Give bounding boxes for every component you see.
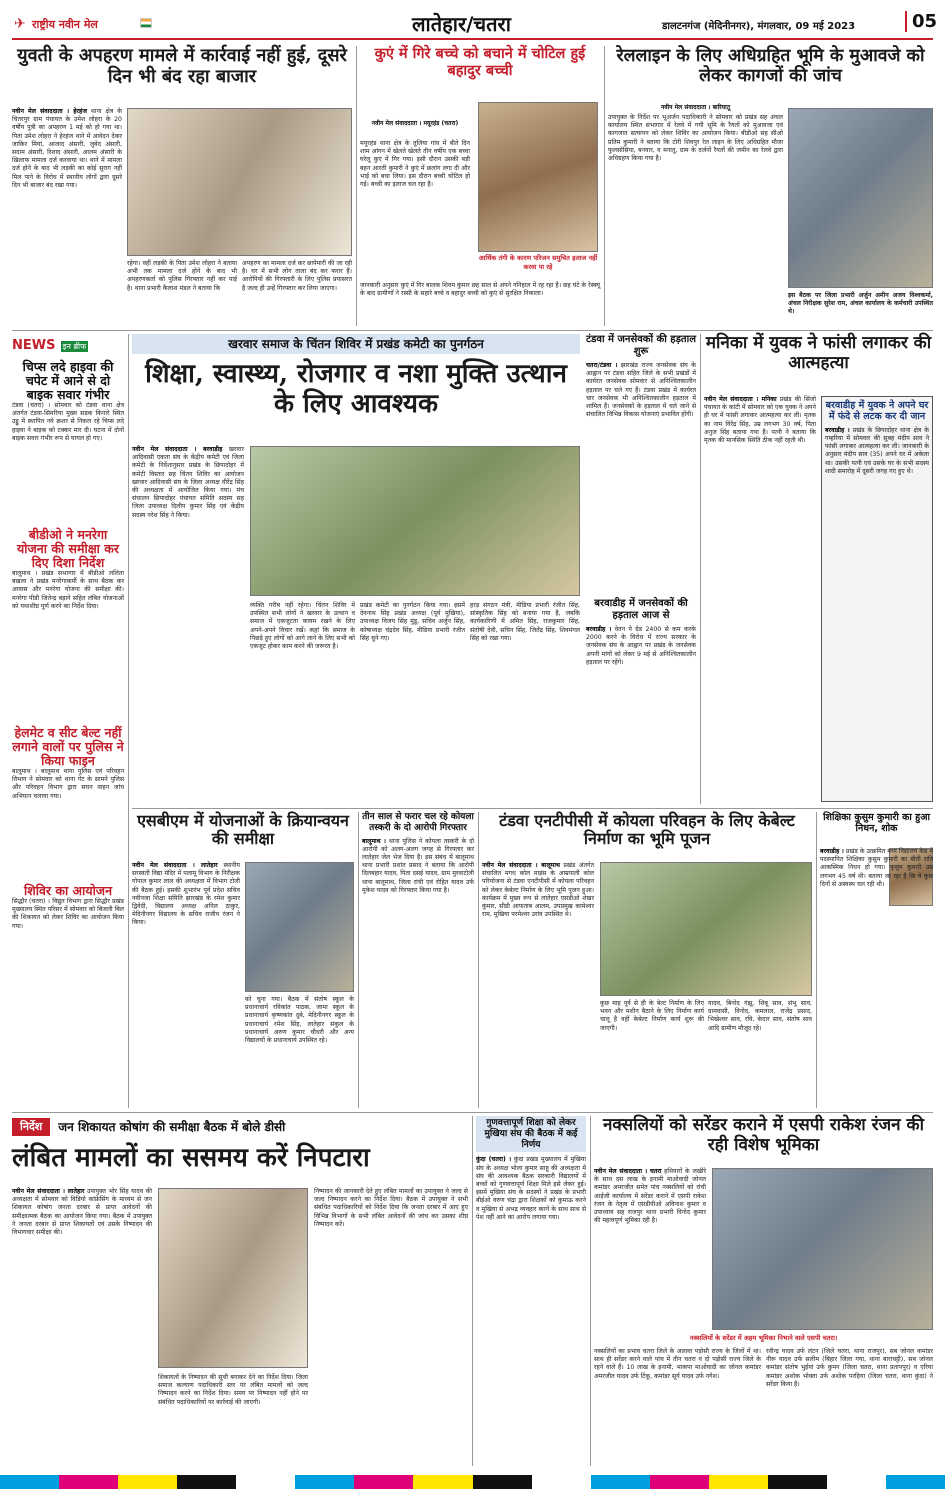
sp-photo — [712, 1168, 933, 1330]
brief-headline: शिविर का आयोजन — [23, 883, 113, 898]
byline: नवीन मेल संवाददाता । मनिका — [704, 396, 777, 403]
story-text: मयूरहंड थाना क्षेत्र के तुलिया गांव में बीते दिन शाम आंगन में खेलते खेलते तीन वर्षीय एक बच्चा घरेलू कुएं में गिर गया। इसी दौरान उसकी बड़ी बहन आरती कुमारी ने कुएं में छलांग लगा दी और भाई को बचा लिया। इस दौरान बच्ची चोटिल हो गई। बच्ची का इलाज चल रहा है। — [360, 140, 470, 189]
story-body — [704, 396, 816, 802]
story-text: खरवार आदिवासी एकता संघ के केंद्रीय कमेटी एवं जिला कमेटी के निर्देशानुसार प्रखंड के छिपादोहर में कमेटी विस्तार सह चिंतन शिविर का आयोजन खरवार आदिवासी संघ के जिला अध्यक्ष वीरेंद्र सिंह की अध्यक्षता में आयोजित किया गया। मंच संचालन छिपादोहर पंचायत समिति सदस्य सह जिला उपाध्यक्ष दिलीप कुमार सिंह एवं केंद्रीय सदस्य नरेश सिंह ने किया। — [132, 446, 244, 519]
story-text: स्थानीय सरस्वती विद्या मंदिर में पलामू विभाग के निरीक्षक गोपाल कुमार लाल की अध्यक्षता में विभाग टोली की बैठक हुई। इसकी शुभारंभ पूर्व प्रदेश सचिव नवीनजा शिक्षा समिति झारखंड के रमेश कुमार द्विवेदी, विद्यालय अध्यक्ष अनिल ठाकुर, मेदिनीनगर विद्यालय के सचिव राजीव रंजन ने किया। — [132, 862, 240, 927]
tag: निर्देश — [12, 1118, 50, 1135]
box-text: प्रखंड के छिपादोहर थाना क्षेत्र के गम्हरिया में सोमवार की सुबह मंदीप साव ने फांसी लगाकर आत्महत्या कर ली। जानकारी के अनुसार मंदीप साव (35) अपने घर में अकेला था। उसकी पत्नी एवं उसके घर के सभी सदस्य शादी समारोह में दूसरी जगह गए हुए थे। — [825, 426, 929, 475]
brief-item — [12, 360, 124, 522]
story-text: उपायुक्त भोर सिंह यादव की अध्यक्षता में सोमवार को विडियो कांफ्रेंसिंग के माध्यम से जन शिकायत कोषांग जनता दरबार से प्राप्त आवेदनों की समीक्षात्मक बैठक का आयोजन किया गया। बैठक में उपायुक्त ने जनता दरबार से प्राप्त शिकायतों एवं उसके निष्पादन की विभागवार समीक्षा की। — [12, 1188, 152, 1237]
byline: नवीन मेल संवाददाता । मयूरहंड (चतरा) — [371, 120, 459, 127]
story-body — [12, 108, 122, 323]
story-body — [594, 1168, 706, 1346]
byline: नवीन मेल संवाददाता । लातेहार — [12, 1188, 85, 1195]
byline: नवीन मेल संवाददाता । हेरहंज — [12, 108, 87, 115]
headline: टंडवा में जनसेवकों की हड़ताल शुरू — [586, 334, 697, 357]
byline: चतरा/टंडवा । — [586, 362, 618, 369]
meeting-photo — [788, 108, 933, 288]
story-text-2: यादव, बिनोद गंझू, शिबू साव, संभू साव, ग्रामवासी, विनोद, कमलाल, राजेंद्र प्रसाद, भिखेश्वर साव, रवि, केदार साव, संतोष साव आदि ग्रामीण मौजूद रहे। — [708, 1000, 812, 1032]
story-text-3: रवीन्द्र यादव उर्फ लंटन (जिले चतरा, थाना राजपुर), सब जोनल कमांडर नीरू यादव उर्फ सलीम (बिहार जिला गया, थाना बाराचट्टी), सब जोनल कमांडर संतोष भुईयां उर्फ कुमन (जिला चतरा, थाना प्रतापपुर) व एरिया कमांडर अशोक भोक्ता उर्फ अशोक परहिया (जिला चतरा, थाना कुंदा) ने सरेंडर किया है। — [766, 1348, 933, 1388]
story-railway-land — [608, 46, 933, 326]
byline: नवीन मेल संवाददाता । बालूमाथ — [482, 862, 560, 869]
photo-caption: कुछ माह पूर्व से ही के बेल्ट निर्माण के लिए भवन और मशीन बैठाने के लिए निर्माण कार्य चालू है वहीं केबेल्ट निर्माण कार्य शुरू की जाएगी। — [600, 1000, 704, 1032]
byline: नवीन मेल संवाददाता । बरवाडीह — [132, 446, 223, 453]
story-body — [12, 1188, 152, 1464]
kicker: जन शिकायत कोषांग की समीक्षा बैठक में बोले डीसी — [58, 1119, 286, 1134]
brief-headline: बीडीओ ने मनरेगा योजना की समीक्षा कर दिए दिशा निर्देश — [17, 527, 119, 570]
story-text-2: शिकायतों के निष्पादन की सूची बनाकर देने का निर्देश दिया। जिला समाज कल्याण पदाधिकारी स्तर पर लंबित मामलों को जल्द निष्पादन करने का निर्देश दिया। समय पर निष्पादन नहीं होने पर संबंधित पदाधिकारियों पर कार्रवाई की जाएगी। — [158, 1374, 308, 1406]
market-photo — [127, 108, 352, 256]
story-text-3: अपहरण का मामला दर्ज कर छापेमारी की जा रही है। घर में सभी लोग ताला बंद कर फरार हैं। आरोपियों की गिरफ्तारी के लिए पुलिस प्रयासरत है जल्द ही उन्हें गिरफ्तार कर लिया जाएगा। — [242, 260, 352, 292]
byline: नवीन मेल संवाददाता । बारियातू — [660, 104, 731, 111]
headline: शिक्षिका कुसुम कुमारी का हुआ निधन, शोक — [823, 812, 930, 835]
printer-color-bar — [0, 1475, 945, 1489]
kicker-bar — [12, 1116, 468, 1138]
story-kharwar-samaj — [132, 334, 580, 804]
paper-name: राष्ट्रीय नवीन मेल — [32, 18, 98, 31]
box-byline: बरवाडीह । — [825, 426, 850, 434]
page-number: 05 — [905, 11, 937, 32]
photo-caption: इस बैठक पर जिला प्रभारी अर्जुन अमीन अजय विश्वकर्मा, अंचल निरीक्षक सुरेश राम, अंचल कार्यालय के कर्मचारी उपस्थित थे। — [788, 292, 933, 316]
headline: लंबित मामलों का ससमय करें निपटारा — [12, 1143, 370, 1173]
byline: बरवाडीह । — [820, 848, 844, 855]
byline: बालूमाथ । — [362, 837, 387, 845]
kicker: खरवार समाज के चिंतन शिविर में प्रखंड कमेटी का पुनर्गठन — [132, 334, 580, 354]
story-text: प्रखंड की सिंजो पंचायत के कांटी में सोमवार को एक युवक ने अपने ही घर में फांसी लगाकर आत्महत्या कर ली। मृतक का नाम विरेंद्र सिंह, उम्र लगभग 30 वर्ष, पिता अनुज सिंह बताया गया है। पत्नी ने बताया कि मृतक की मानसिक स्थिति ठीक नहीं रहती थी। — [704, 396, 816, 445]
headline: तीन साल से फरार चल रहे कोयला तस्करी के दो आरोपी गिरफ्तार — [362, 812, 474, 833]
story-sbm-review — [132, 812, 354, 1108]
news-brief-column — [12, 334, 124, 1108]
box-headline: बरवाडीह में युवक ने अपने घर में फंदे से लटक कर दी जान — [825, 400, 929, 423]
byline: नवीन मेल संवाददाता । लातेहार — [132, 862, 218, 869]
story-body — [820, 848, 933, 1104]
dc-photo — [158, 1188, 308, 1368]
byline: कुंदा (चतरा) । — [476, 1156, 512, 1164]
story-text-3: प्रखंड कमेटी का पुनर्गठन किया गया। इसमें देवनाथ सिंह प्रखंड अध्यक्ष (पूर्व मुखिया), उपाध्यक्ष विजय सिंह मुंडू, सचिव अर्जुन सिंह, कोषाध्यक्ष चंद्रदेव सिंह, मीडिया प्रभारी रंजीत सिंह चुने गए। — [360, 602, 465, 642]
headline: युवती के अपहरण मामले में कार्रवाई नहीं हुई, दूसरे दिन भी बंद रहा बाजार — [17, 45, 347, 87]
story-body — [132, 862, 240, 1106]
brief-headline: चिप्स लदे हाइवा की चपेट में आने से दो बाइक सवार गंभीर — [22, 359, 114, 402]
headline: नक्सलियों को सरेंडर कराने में एसपी राकेश रंजन की रही विशेष भूमिका — [603, 1115, 924, 1155]
story-bazaar-bandh — [12, 46, 352, 326]
section-title: लातेहार/चतरा — [412, 12, 511, 36]
brief-headline: हेलमेट व सीट बेल्ट नहीं लगाने वालों पर पुलिस ने किया फाइन — [12, 725, 124, 768]
brief-item — [12, 884, 124, 988]
story-text-2: को चुना गया। बैठक में संतोष स्कूल के प्रधानाचार्य रविकांत पाठक, जामा स्कूल के प्रधानाचार्य कृष्णकांत दुबे, मेदिनीनगर स्कूल के प्रधानाचार्य रमेश सिंह, लातेहार संकुल के प्रधानाचार्य अरुण कुमार चौधरी और अन्य विद्यालयों के प्रधानाचार्य उपस्थित रहे। — [245, 996, 354, 1045]
story-tandwa-strike — [586, 334, 696, 804]
headline: रेललाइन के लिए अधिग्रहित भूमि के मुआवजे को लेकर कागजों की जांच — [616, 46, 925, 87]
group-photo — [250, 446, 580, 596]
girl-photo — [478, 102, 598, 252]
headline: मनिका में युवक ने फांसी लगाकर की आत्महत्या — [705, 333, 932, 373]
story-body — [476, 1156, 586, 1456]
barwadih-box — [821, 396, 933, 802]
story-text: थाना क्षेत्र के चितरपुर ग्राम पंचायत के उमेश लोहरा के 20 वर्षीय पुत्री का अपहरण 1 मई को हो गया था। पिता उमेश लोहरा ने हेरहंज थाने में आवेदन देकर जाकिर मियां, आजाद अंसारी, जुबेद अंसारी, सदाम अंसारी, रिशाद अंसारी, आलम अंसारी के खिलाफ मामला दर्ज करवाया था। थाने में मामला दर्ज होने के बाद भी लड़की का कोई सुराग नहीं मिल पाने के विरोध में स्थानीय लोगों द्वारा दूसरे दिन भी बाजार बंद रखा गया। — [12, 108, 122, 189]
story-text: उपायुक्त के निर्देश पर भूअर्जन पदाधिकारी ने सोमवार को प्रखंड सह अंचल कार्यालय स्थित सभागार में रेलवे में गयी भूमि के रैयतों को मुआवजा एवं कागजात सत्यापन को लेकर शिविर का आयोजन किया। बीडीओ सह सीओ प्रतिम कुमारी ने बताया कि टोरी शिवपुर रेल लाइन के लिए अधिग्रहित मौजा फुलसोसिया, बनवार, व मनातू, ग्राम के दर्जनों रैयतों की जमीन का रेलवे द्वारा अधिग्रहण किया गया है। — [608, 114, 783, 163]
story-text-2: जानकारी अनुसार कुएं में गिर बालक शिवम कुमार छह साल से अपने ननिहाल में रह रहा है। छह घंटे के रेस्क्यू के बाद ग्रामीणों ने रस्सी के सहारे बच्चे व बहादुर बच्ची को कुएं से सुरक्षित निकाला। — [360, 282, 600, 298]
story-text-2: रहेगा। वहीं लड़की के पिता उमेश लोहरा ने बताया अभी तक मामला दर्ज होने के बाद भी अपहरणकर्ता को पुलिस गिरफ्तार नहीं कर पाई है। थाना प्रभारी कैलाश मंडल ने बताया कि — [127, 260, 237, 292]
story-text: झारखंड राज्य जनसेवक संघ के आह्वान पर टंडवा सहित जिले के सभी प्रखंडों में कार्यरत जनसेवक सोमवार से अनिश्चितकालीन हड़ताल पर चले गए हैं। टंडवा प्रखंड में कार्यरत चार जनसेवक भी अनिश्चितकालीन हड़ताल में शामिल हैं। जनसेवकों के हड़ताल में चले जाने से संचालित विभिन्न विकास योजनाएं प्रभावित होंगी। — [586, 362, 696, 419]
story-manika — [704, 334, 933, 804]
story-body — [362, 838, 474, 1088]
brief-text: बालूमाथ । प्रखंड सभागार में बीडीओ ललिता बखला ने प्रखंड मनरेगाकर्मी के साथ बैठक कर आवास और मनरेगा योजना की समीक्षा की। मनरेगा पीडी जितेन्द्र बड़ाने सहित लंबित योजनाओं को यथाशीघ्र पूर्ण करने का निर्देश दिया। — [12, 570, 124, 610]
headline-2: बरवाडीह में जनसेवकों की हड़ताल आज से — [594, 598, 688, 621]
story-mukhiya-meeting — [476, 1116, 586, 1466]
headline: कुएं में गिरे बच्चे को बचाने में चोटिल हुई बहादुर बच्ची — [374, 45, 586, 79]
story-coal-arrest — [362, 812, 474, 1108]
story-text: प्रखंड के उत्क्रमित मध्य विद्यालय केड में पदस्थापित शिक्षिका कुसुम कुमारी का बीती रात्रि आकस्मिक निधन हो गया। कुसुम कुमारी उम्र लगभग 45 वर्ष थी। बताया जा रहा है कि वे कुछ दिनों से अस्वस्थ चल रही थी। — [820, 848, 933, 888]
story-body — [586, 362, 696, 594]
headline: गुणवत्तापूर्ण शिक्षा को लेकर मुखिया संघ की बैठक में कई निर्णय — [476, 1116, 586, 1152]
story-text-3: निष्पादन की जानकारी देते हुए लंबित मामलों का उपायुक्त ने जल्द से जल्द निष्पादन करने का निर्देश दिया। बैठक में उपायुक्त ने सभी संबंधित पदाधिकारियों को निर्देश दिया कि जनता दरबार में आए हुए विभिन्न विभागों के सभी लंबित आवेदनों की जांच कर उसका शीघ्र निष्पादन करें। — [314, 1188, 468, 1228]
byline-2: बरवाडीह । — [586, 626, 612, 633]
dateline: डालटनगंज (मेदिनीनगर), मंगलवार, 09 मई 2023 — [662, 21, 856, 32]
story-brave-girl — [360, 46, 600, 326]
story-body — [132, 446, 244, 802]
brief-text: टंडवा (चतरा) । सोमवार को टंडवा थाना क्षेत्र अंतर्गत टंडवा-सिमरिया मुख्य सड़क किनारे स्थित उड्डु में स्थापित नये क्रशर से निकल रहे चिप्स लदे हाइवा ने बाइक को टक्कर मार दी। घटना में दोनों बाइक सवार गंभीर रूप से घायल हो गए। — [12, 402, 124, 442]
bird-logo-icon: ✈ — [14, 16, 26, 32]
story-body-2 — [586, 626, 696, 776]
story-body — [482, 862, 594, 1106]
story-teacher-death — [820, 812, 933, 1108]
byline: नवीन मेल संवाददाता । चतरा — [594, 1168, 662, 1175]
story-text-2: व्यक्ति गरीब नहीं रहेगा। चिंतन शिविर में उपस्थित सभी लोगों ने खरवार के उत्थान व समाज में एकजुटता कायम रखने के लिए अपने-अपने विचार रखें। कहां कि समाज के पिछड़े हुए लोगों को आगे लाने के लिए सभी को एकजुट होकर काम करने की जरूरत है। — [250, 602, 355, 651]
meeting-photo — [245, 862, 354, 992]
story-text: हथियारों के जखीरे के साथ दस लाख के इनामी माओवादी जोनल कमांडर अमरजीत समेत पांच नक्सलियों को रांची आईजी कार्यालय में सरेंडर कराने में एसपी राकेश रंजन के नेतृत्व में एसडीपीओ अविनाश कुमार व उपाध्याय सह राजपुर थाना प्रभारी विनोद कुमार की महत्वपूर्ण भूमिका रही है। — [594, 1168, 707, 1225]
story-naxal-surrender — [594, 1116, 933, 1466]
bhoomi-pujan-photo — [600, 862, 812, 996]
headline: शिक्षा, स्वास्थ्य, रोजगार व नशा मुक्ति उत्थान के लिए आवश्यक — [145, 359, 567, 420]
photo-caption: आर्थिक तंगी के कारण परिजन समुचित इलाज नहीं करवा पा रहे — [478, 254, 598, 271]
story-text-4: हरड़ संगठन मंत्री, मीडिया प्रभारी रंजीत सिंह, सांस्कृतिक सिंह को बनाया गया है, जबकि कार्यकारिणी में अमित सिंह, राजकुमार सिंह, संतोषी देवी, सचिन सिंह, जितेंद्र सिंह, शिवमंगल सिंह को रखा गया। — [470, 602, 580, 642]
headline: टंडवा एनटीपीसी में कोयला परिवहन के लिए केबेल्ट निर्माण का भूमि पूजन — [499, 811, 795, 849]
story-text-2: वेतन पे ग्रेड 2400 से कम करके 2000 करने के विरोध में राज्य सरकार के जनसेवक संघ के आह्वान पर प्रखंड के जनसेवक अपनी मांगों को लेकर 9 मई से अनिश्चितकालीन हड़ताल पर रहेंगे। — [586, 626, 697, 666]
story-dc-review — [12, 1116, 468, 1466]
box-body — [825, 427, 929, 476]
brief-text: सिद्धौर (चतरा) । विद्युत विभाग द्वारा सिद्धौर प्रखंड मुख्यालय स्थित परिसर में सोमवार को बिजली बिल की शिकायत को लेकर शिविर का आयोजन किया गया। — [12, 898, 124, 930]
brief-text: बालूमाथ । बालूमाथ थाना पुलिस एवं परिवहन विभाग ने सोमवार को थाना गेट के सामने पुलिस और परिवहन विभाग द्वारा सघन वाहन जांच अभियान चलाया गया। — [12, 768, 124, 800]
story-text-2: नक्सलियों का प्रभाव चतरा जिले के अलावा पड़ोसी राज्य के जिलों में था। साथ ही सरेंडर करने वाले पांच में तीन चतरा व दो पड़ोसी राज्य जिले के रहने वाले हैं। 10 लाख के इनामी, भाकपा माओवादी का जोनल कमांडर अमरजीत यादव उर्फ टिंकू, कमांडर सूर्य यादव उर्फ नगेश। — [594, 1348, 761, 1380]
brief-item — [12, 528, 124, 720]
masthead — [12, 8, 938, 40]
photo-caption: नक्सलियों के सरेंडर में अहम भूमिका निभाने वाले एसपी चतरा। — [689, 1334, 838, 1342]
story-text: प्रखंड अंतर्गत संचालित मगध कोल माइंस के आम्रपाली कोल परियोजना से टंडवा एनटीपीसी में कोयला परिवहन को लेकर केबेल्ट निर्माण के लिए भूमि पूजन हुआ। कार्यक्रम में मुख्य रूप से लातेहार एसडीओ शेखर कुमार, सीडी आफताब आलम, उपप्रमुख कामेश्वर राम, मुखिया परमेश्वर उरांव उपस्थित थे। — [482, 862, 595, 919]
brief-item — [12, 726, 124, 878]
flag-icon — [140, 18, 152, 28]
news-brief-label: NEWS इन ब्रीफ — [12, 338, 87, 353]
story-ntpc-conveyor — [482, 812, 812, 1108]
headline: एसबीएम में योजनाओं के क्रियान्वयन की समीक्षा — [137, 811, 349, 849]
story-text: कुंदा प्रखंड मुख्यालय में मुखिया संघ के अध्यक्ष भोला कुमार साहू की अध्यक्षता में संघ की आवश्यक बैठक सरकारी विद्यालयों में बच्चों को गुणवत्तापूर्ण शिक्षा मिले इसे लेकर हुई। इसमें मुखिया संघ के सदस्यों ने प्रखंड के प्रभारी बीईओ वरुण चंद्रा द्वारा शिक्षकों को कुमाऊ करने व मुखिया से अभद्र व्यवहार करने के साथ साथ से पेश नहीं आने का आरोप लगाया गया। — [476, 1156, 587, 1221]
story-text: थाना पुलिस ने कोयला तस्करी के दो आरोपी को अलग-अलग जगह से गिरफ्तार कर लातेहार जेल भेज दिया है। इस संबंध में बालूमाथ थाना प्रभारी प्रशांत प्रसाद ने बताया कि आरोपी दिलबहार यादव, पिता दसई यादव, ग्राम मुरवाटोली थाना बालूमाथ, जिला रांची एवं रोहित यादव उर्फ मुकेश यादव को गिरफ्तार किया गया है। — [362, 837, 474, 894]
